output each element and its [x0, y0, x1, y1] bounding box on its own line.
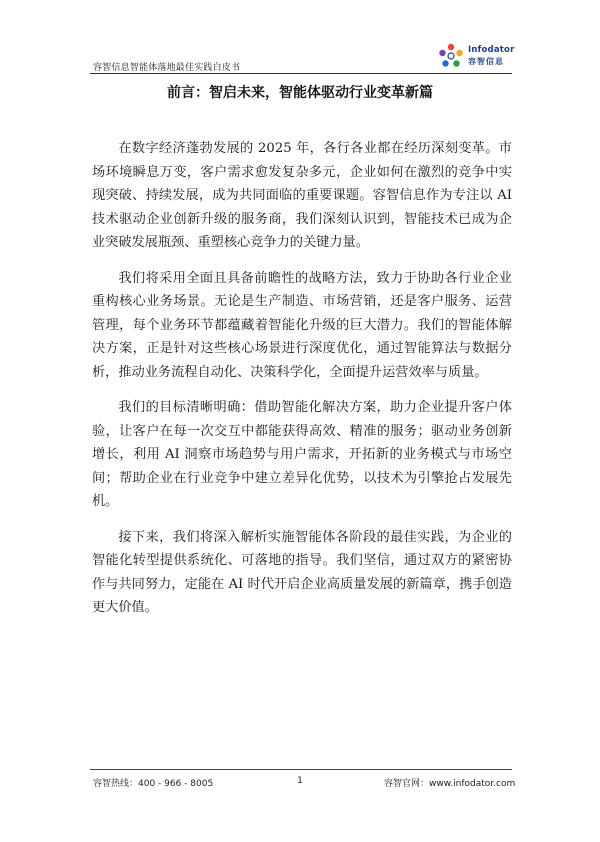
logo-dot-purple — [439, 50, 445, 56]
logo-text-en: Infodator — [468, 45, 515, 55]
page-heading: 前言：智启未来，智能体驱动行业变革新篇 — [167, 85, 433, 101]
logo-text-cn: 容智信息 — [468, 57, 504, 66]
paragraph: 接下来，我们将深入解析实施智能体各阶段的最佳实践，为企业的智能化转型提供系统化、可落地的指导。我们坚信，通过双方的紧密协作与共同努力，定能在 AI 时代开启企业高质量发展的新篇章，携手创造更大价值。 — [92, 529, 512, 615]
footer-hotline: 容智热线：400 - 966 - 8005 — [93, 779, 214, 789]
paragraph: 我们的目标清晰明确：借助智能化解决方案，助力企业提升客户体验，让客户在每一次交互中都能获得高效、精准的服务；驱动业务创新增长，利用 AI 洞察市场趋势与用户需求，开拓新的业务模式与市场空间；帮助企业在行业竞争中建立差异化优势，以技术为引擎抢占发展先机。 — [92, 400, 512, 509]
page-number: 1 — [297, 776, 303, 786]
footer-website: 容智官网：www.infodator.com — [384, 779, 516, 789]
paragraph: 在数字经济蓬勃发展的 2025 年，各行各业都在经历深刻变革。市场环境瞬息万变，客户需求愈发复杂多元，企业如何在激烈的竞争中实现突破、持续发展，成为共同面临的重要课题。容智信息作为专注以 AI 技术驱动企业创新升级的服务商，我们深刻认识到，智能技术已成为企业突破发展瓶颈、重塑核心竞争力的关键力量。 — [92, 141, 512, 250]
header-title: 容智信息智能体落地最佳实践白皮书 — [93, 63, 241, 73]
header-divider — [90, 73, 512, 74]
logo-dot-blue — [442, 60, 448, 66]
paragraph: 我们将采用全面且具备前瞻性的战略方法，致力于协助各行业企业重构核心业务场景。无论是生产制造、市场营销，还是客户服务、运营管理，每个业务环节都蕴藏着智能化升级的巨大潜力。我们的智能体解决方案，正是针对这些核心场景进行深度优化，通过智能算法与数据分析，推动业务流程自动化、决策科学化，全面提升运营效率与质量。 — [92, 270, 512, 380]
logo-dot-orange — [456, 50, 462, 56]
document-body — [92, 137, 512, 632]
logo-dot-red — [448, 44, 454, 50]
footer-divider — [90, 769, 512, 770]
logo-dot-green — [453, 60, 459, 66]
